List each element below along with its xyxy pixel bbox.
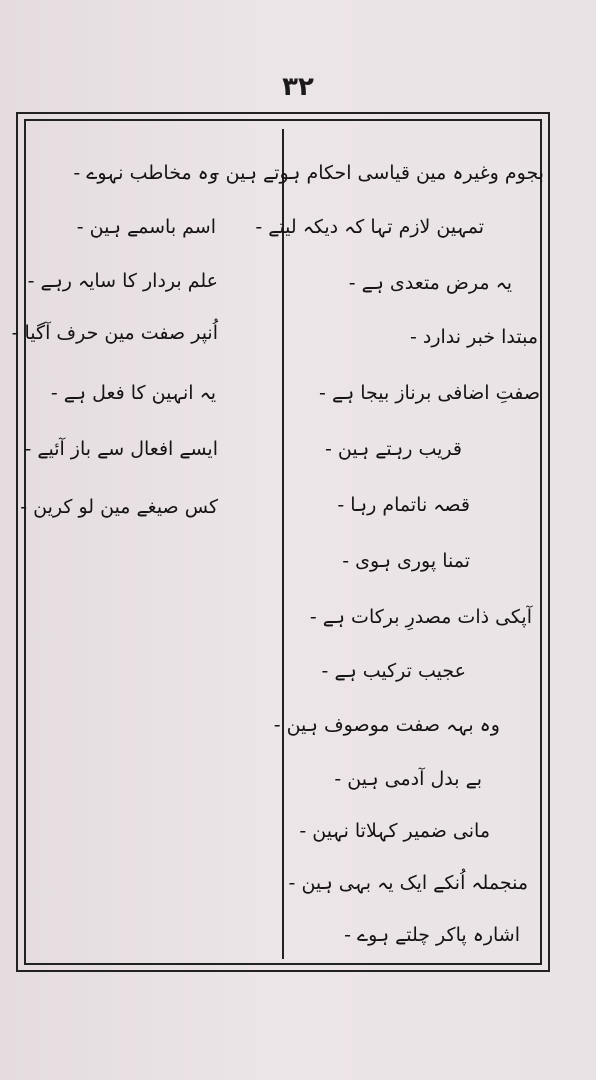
right-line-13: مانی ضمیر کہلاتا نہین - <box>299 820 490 842</box>
left-line-4: اُنپر صفت مین حرف آگیا - <box>11 322 218 344</box>
right-line-11: وہ بہہ صفت موصوف ہین - <box>273 714 500 736</box>
left-line-3: علم بردار کا سایہ رہے - <box>27 270 218 292</box>
left-line-1: وہ مخاطب نہوے - <box>73 162 218 184</box>
page-inner-border <box>11 119 544 965</box>
right-line-2: تمہین لازم تہا کہ دیکہ لیتے - <box>255 216 484 238</box>
right-line-8: تمنا پوری ہوی - <box>342 550 470 572</box>
right-line-5: صفتِ اضافی برناز بیجا ہے - <box>319 382 540 404</box>
right-line-3: یہ مرض متعدی ہے - <box>348 272 512 294</box>
page-number: ۳۲ <box>282 72 314 102</box>
column-divider <box>282 129 284 959</box>
page-border <box>11 112 550 972</box>
right-line-15: اشارہ پاکر چلتے ہوے - <box>344 924 520 946</box>
left-line-6: ایسے افعال سے باز آئیے - <box>24 438 218 460</box>
right-line-10: عجیب ترکیب ہے - <box>321 660 466 682</box>
left-line-2: اسم باسمے ہین - <box>76 216 216 238</box>
right-line-7: قصہ ناتمام رہا - <box>337 494 470 516</box>
right-line-12: بے بدل آدمی ہین - <box>334 768 482 790</box>
right-line-14: منجملہ اُنکے ایک یہ بہی ہین - <box>288 872 528 894</box>
left-line-7: کس صیغے مین لو کرین - <box>20 496 218 518</box>
right-line-4: مبتدا خبر ندارد - <box>409 326 538 348</box>
left-line-5: یہ انہین کا فعل ہے - <box>50 382 216 404</box>
right-line-9: آپکی ذات مصدرِ برکات ہے - <box>309 606 532 628</box>
right-line-1: بجوم وغیرہ مین قیاسی احکام ہوتے ہین - <box>212 162 544 184</box>
right-line-6: قریب رہتے ہین - <box>325 438 462 460</box>
